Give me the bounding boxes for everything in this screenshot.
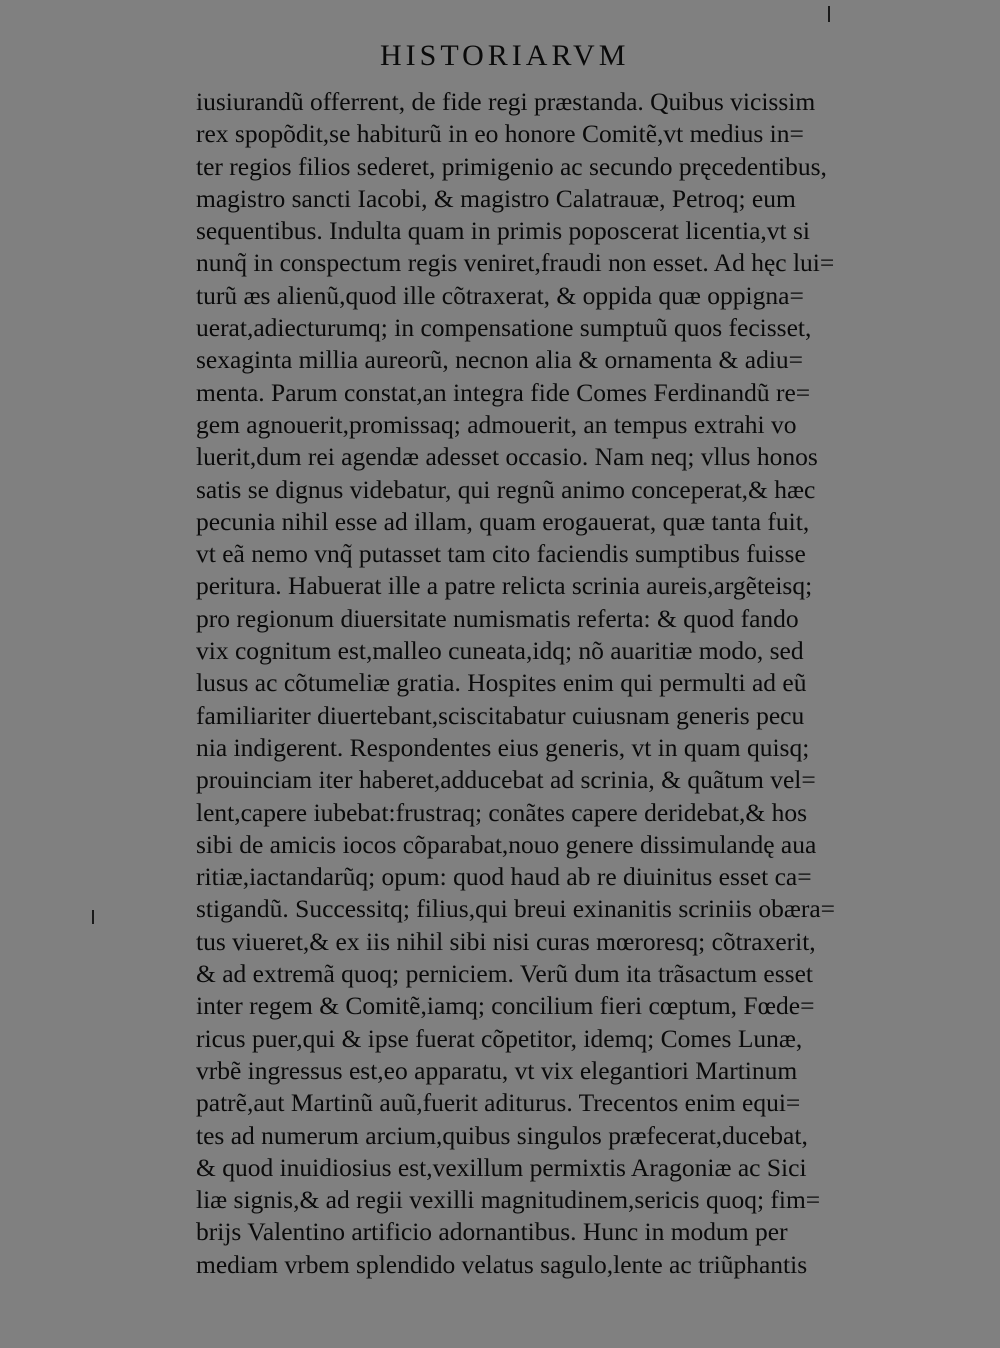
scan-speck	[828, 6, 830, 22]
text-line: peritura. Habuerat ille a patre relicta scrinia aureis,argẽteisq;	[196, 571, 813, 601]
text-line: uerat,adiecturumq; in compensatione sumptuũ quos fecisset,	[196, 313, 812, 343]
text-line: mediam vrbem splendido velatus sagulo,lente ac triũphantis	[196, 1249, 808, 1279]
text-line: magistro sancti Iacobi, & magistro Calatrauæ, Petroq; eum	[196, 183, 796, 213]
text-line: ter regios filios sederet, primigenio ac secundo pręcedentibus,	[196, 151, 827, 181]
text-line: sexaginta millia aureorũ, necnon alia & ornamenta & adiu=	[196, 345, 804, 375]
text-line: vt eã nemo vnq̃ putasset tam cito faciendis sumptibus fuisse	[196, 539, 806, 569]
text-line: liæ signis,& ad regii vexilli magnitudinem,sericis quoq; fim=	[196, 1185, 821, 1215]
text-line: gem agnouerit,promissaq; admouerit, an tempus extrahi vo	[196, 409, 797, 439]
text-line: sequentibus. Indulta quam in primis poposcerat licentia,vt si	[196, 216, 811, 246]
text-line: luerit,dum rei agendæ adesset occasio. Nam neq; vllus honos	[196, 442, 818, 472]
text-line: vrbẽ ingressus est,eo apparatu, vt vix elegantiori Martinum	[196, 1055, 798, 1085]
text-line: pecunia nihil esse ad illam, quam erogauerat, quæ tanta fuit,	[196, 506, 810, 536]
scan-speck	[92, 910, 94, 924]
text-line: tes ad numerum arcium,quibus singulos præfecerat,ducebat,	[196, 1120, 808, 1150]
text-line: rex spopõdit,se habiturũ in eo honore Comitẽ,vt medius in=	[196, 119, 804, 149]
text-line: vix cognitum est,malleo cuneata,idq; nõ auaritiæ modo, sed	[196, 636, 804, 666]
text-line: & ad extremã quoq; perniciem. Verũ dum ita trãsactum esset	[196, 959, 814, 989]
text-line: nia indigerent. Respondentes eius generis, vt in quam quisq;	[196, 732, 810, 762]
text-line: & quod inuidiosius est,vexillum permixtis Aragoniæ ac Sici	[196, 1152, 807, 1182]
text-line: iusiurandũ offerrent, de fide regi præstanda. Quibus vicissim	[196, 87, 816, 116]
body-text	[196, 86, 936, 1281]
text-line: familiariter diuertebant,sciscitabatur cuiusnam generis pecu	[196, 700, 805, 730]
text-line: satis se dignus videbatur, qui regnũ animo conceperat,& hæc	[196, 474, 816, 504]
text-line: lent,capere iubebat:frustraq; conãtes capere deridebat,& hos	[196, 797, 808, 827]
text-line: patrẽ,aut Martinũ auũ,fuerit aditurus. Trecentos enim equi=	[196, 1088, 801, 1118]
text-line: inter regem & Comitẽ,iamq; concilium fieri cœptum, Fœde=	[196, 991, 815, 1021]
text-line: nunq̃ in conspectum regis veniret,fraudi non esset. Ad hęc lui=	[196, 248, 835, 278]
text-line: ricus puer,qui & ipse fuerat cõpetitor, idemq; Comes Lunæ,	[196, 1023, 803, 1053]
text-line: menta. Parum constat,an integra fide Comes Ferdinandũ re=	[196, 377, 811, 407]
text-line: turũ æs alienũ,quod ille cõtraxerat, & oppida quæ oppigna=	[196, 280, 804, 310]
text-line: lusus ac cõtumeliæ gratia. Hospites enim qui permulti ad eũ	[196, 668, 807, 698]
text-line: prouinciam iter haberet,adducebat ad scrinia, & quãtum vel=	[196, 765, 816, 795]
text-line: pro regionum diuersitate numismatis referta: & quod fando	[196, 603, 799, 633]
text-line: sibi de amicis iocos cõparabat,nouo genere dissimulandę aua	[196, 829, 817, 859]
text-line: brijs Valentino artificio adornantibus. Hunc in modum per	[196, 1217, 788, 1247]
text-line: tus viueret,& ex iis nihil sibi nisi curas mœroresq; cõtraxerit,	[196, 926, 816, 956]
running-head: HISTORIARVM	[380, 39, 630, 72]
text-line: ritiæ,iactandarũq; opum: quod haud ab re diuinitus esset ca=	[196, 862, 812, 892]
text-line: stigandũ. Successitq; filius,qui breui exinanitis scriniis obæra=	[196, 894, 836, 924]
